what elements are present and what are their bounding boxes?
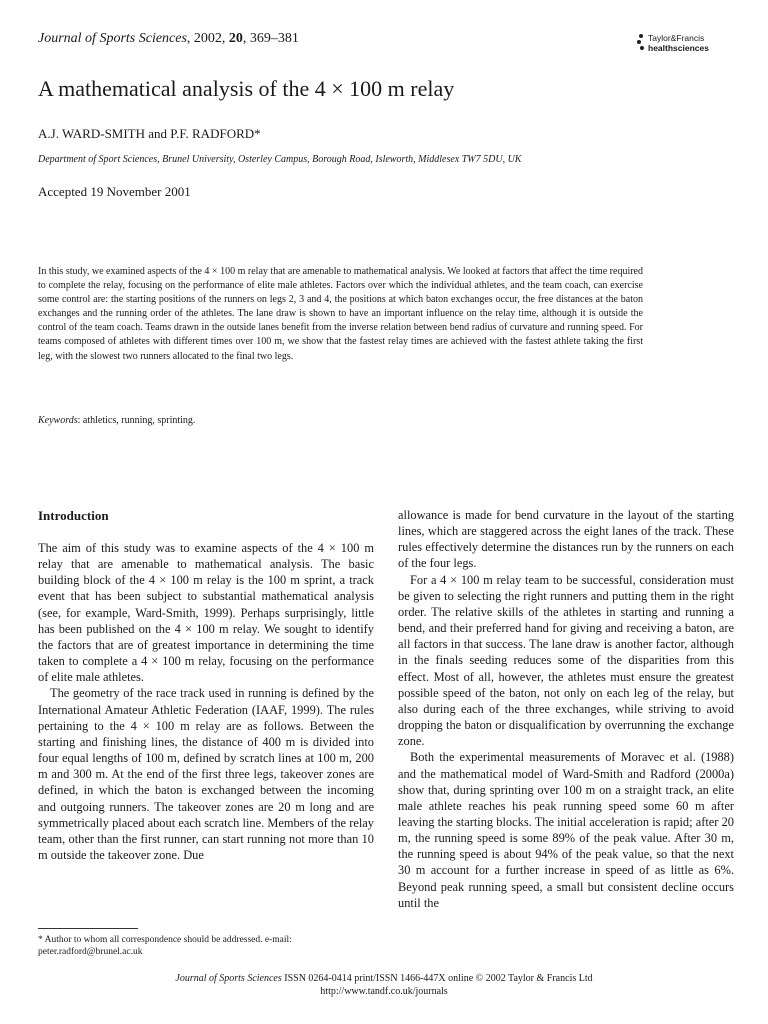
article-authors: A.J. WARD-SMITH and P.F. RADFORD*: [38, 126, 261, 141]
footnote-divider: [38, 928, 138, 929]
journal-citation: [38, 31, 299, 47]
keywords-list: : athletics, running, sprinting.: [77, 415, 196, 426]
citation-pages: , 369–381: [242, 31, 299, 46]
author-affiliation: Department of Sport Sciences, Brunel University, Osterley Campus, Borough Road, Isleworth, Middlesex TW7 5DU, UK: [38, 154, 522, 165]
citation-volume: 20: [228, 31, 243, 46]
abstract: In this study, we examined aspects of the 4 × 100 m relay that are amenable to mathematical analysis. We looked at factors that affect the time required to complete the relay, focusing on the performance of elite male athletes. Factors over which the individual athletes, and the team coach, can exercise some control are: the starting positions of the runners on legs 2, 3 and 4, the positions at which baton exchanges occur, the free distances at the baton exchanges and the running order of the athletes. The lane draw is shown to have an important influence on the relay time, although it is outside the control of the team coach. Teams drawn in the outside lanes benefit from the inverse relation between bend radius of curvature and running speed. For teams composed of athletes with different times over 100 m, we show that the fastest relay times are achieved with the fastest athlete taking the first leg, with the slowest two runners allocated to the final two legs.: [38, 266, 643, 362]
citation-year: , 2002,: [186, 31, 229, 46]
paragraph: For a 4 × 100 m relay team to be successful, consideration must be given to selecting the right runners and putting them in the right order. The relative skills of the athletes in starting and running a bend, and their preferred hand for giving and receiving a baton, are all factors in that success. The lane draw is another factor, although in the finals seeding reduces some of the disparities from this effect. Most of all, however, the athletes must ensure the greatest possible speed of the baton, not only on each leg of the relay, but also during each of the three exchanges, while striving to avoid dropping the baton or disqualification by overrunning the exchange zone.: [398, 572, 734, 749]
keywords: [38, 415, 195, 426]
footer-issn: ISSN 0264-0414 print/ISSN 1466-447X online © 2002 Taylor & Francis Ltd: [281, 973, 593, 984]
accepted-date: Accepted 19 November 2001: [38, 184, 191, 199]
paragraph: The geometry of the race track used in running is defined by the International Amateur Athletic Federation (IAAF, 1999). The rules pertaining to the 4 × 100 m relay are as follows. Between the starting and finishing lines, the distance of 400 m is divided into four equal lengths of 100 m, defined by scratch lines at 100 m, 200 m and 300 m. At the end of the first three legs, takeover zones are defined, in which the baton is exchanged between the incoming and outgoing runners. The takeover zones are 20 m long and are symmetrically placed about each scratch line. Members of the relay team, other than the first runner, can start running not more than 10 m outside the takeover zone. Due: [38, 686, 374, 862]
article-title: A mathematical analysis of the 4 × 100 m relay: [38, 76, 455, 101]
publisher-imprint: healthsciences: [648, 43, 709, 53]
footnote: * Author to whom all correspondence should be addressed. e-mail: peter.radford@brunel.ac.uk: [38, 935, 292, 957]
page-footer: [0, 972, 768, 998]
publisher-logo: [648, 33, 709, 53]
right-column: [398, 507, 734, 911]
publisher-emblem-icon: [636, 33, 646, 53]
footer-journal: Journal of Sports Sciences: [175, 973, 282, 984]
left-column: [38, 540, 374, 863]
paragraph: allowance is made for bend curvature in the layout of the starting lines, which are staggered across the eight lanes of the track. These rules effectively determine the distances run by the runners on each of the four legs.: [398, 508, 734, 571]
paragraph: The aim of this study was to examine aspects of the 4 × 100 m relay that are amenable to mathematical analysis. The basic building block of the 4 × 100 m relay is the 100 m sprint, a track event that has been subject to substantial mathematical analysis (see, for example, Ward-Smith, 1999). Perhaps surprisingly, little has been published on the 4 × 100 m relay. We sought to identify the factors that are of greatest importance in determining the time taken to complete a 4 × 100 m relay, focusing on the performance of elite male athletes.: [38, 541, 374, 685]
footer-url: http://www.tandf.co.uk/journals: [320, 986, 448, 997]
section-heading-introduction: Introduction: [38, 508, 109, 523]
keywords-label: Keywords: [38, 415, 78, 426]
publisher-name: Taylor&Francis: [648, 33, 705, 43]
journal-name: Journal of Sports Sciences: [38, 31, 187, 46]
paragraph: Both the experimental measurements of Moravec et al. (1988) and the mathematical model of Ward-Smith and Radford (2000a) show that, during sprinting over 100 m on a straight track, an elite male athlete reaches his peak running speed some 60 m after leaving the starting blocks. The initial acceleration is rapid; after 20 m, the running speed is some 89% of the peak value. After 30 m, the running speed is about 94% of the peak value, so that the next 30 m account for a further increase in speed of as little as 6%. Beyond peak running speed, a small but consistent decline occurs until the: [398, 750, 734, 910]
